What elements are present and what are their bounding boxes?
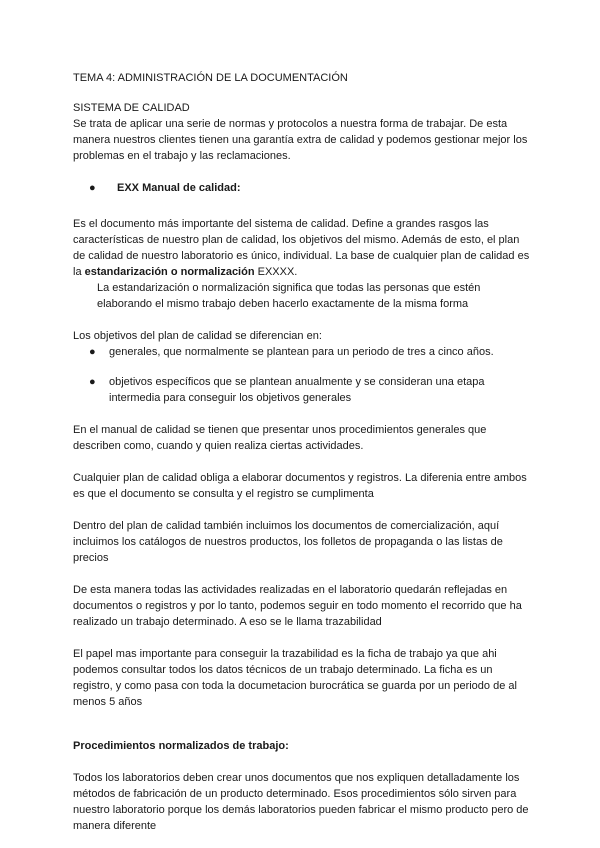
section-heading-procedures <box>73 738 533 754</box>
list-item <box>89 374 533 406</box>
manual-heading: EXX Manual de calidad: <box>117 182 241 194</box>
bullet-icon: ● <box>89 346 96 358</box>
manual-text-end: EXXXX. <box>254 266 298 278</box>
procedures-heading: Procedimientos normalizados de trabajo: <box>73 740 289 752</box>
manual-text-bold: estandarización o normalización <box>84 266 255 278</box>
paragraph-documents-registers: Cualquier plan de calidad obliga a elaborar documentos y registros. La diferenia entre ambos es que el documento se consulta y el registro se cumplimenta <box>73 472 527 500</box>
objective-general: generales, que normalmente se plantean para un periodo de tres a cinco años. <box>109 346 494 358</box>
paragraph-objectives-intro: Los objetivos del plan de calidad se diferencian en: <box>73 330 322 342</box>
paragraph-manual-description <box>73 216 533 280</box>
paragraph-commercial-documents: Dentro del plan de calidad también incluimos los documentos de comercialización, aquí incluimos los catálogos de nuestros productos, los folletos de propaganda o las listas de precios <box>73 520 503 564</box>
paragraph-procedures: Todos los laboratorios deben crear unos documentos que nos expliquen detalladamente los métodos de fabricación de un producto determinado. Esos procedimientos sólo sirven para nuestro laboratorio porque los demás laboratorios pueden fabricar el mismo producto pero de manera diferente <box>73 772 529 832</box>
document-page <box>73 70 533 834</box>
document-title: TEMA 4: ADMINISTRACIÓN DE LA DOCUMENTACIÓN <box>73 72 348 84</box>
paragraph-manual-procedures: En el manual de calidad se tienen que presentar unos procedimientos generales que describen como, cuando y quien realiza ciertas actividades. <box>73 424 487 452</box>
bullet-icon: ● <box>89 182 96 194</box>
objective-specific: objetivos específicos que se plantean anualmente y se consideran una etapa intermedia para conseguir los objetivos generales <box>109 376 485 404</box>
objectives-list <box>89 344 533 406</box>
manual-text-start: Es el documento más importante del sistema de calidad. Define a grandes rasgos las características de nuestro plan de calidad, los objetivos del mismo. Además de esto, el plan de calidad de nuestro laboratorio es único, individual. La base de cualquier plan de calidad es la <box>73 218 530 278</box>
paragraph-work-sheet: El papel mas importante para conseguir la trazabilidad es la ficha de trabajo ya que ahi podemos consultar todos los datos técnicos de un trabajo determinado. La ficha es un registro, y como pasa con toda la documetacion burocrática se guarda por un periodo de al menos 5 años <box>73 648 517 708</box>
list-item <box>89 344 533 360</box>
section-heading-quality-system: SISTEMA DE CALIDAD <box>73 102 190 114</box>
bullet-icon: ● <box>89 376 96 388</box>
paragraph-traceability: De esta manera todas las actividades realizadas en el laboratorio quedarán reflejadas en documentos o registros y por lo tanto, podemos seguir en todo momento el recorrido que ha realizado un trabajo determinado. A eso se le llama trazabilidad <box>73 584 522 628</box>
paragraph-standardization-definition: La estandarización o normalización significa que todas las personas que estén elaborando el mismo trabajo deben hacerlo exactamente de la misma forma <box>97 282 481 310</box>
manual-heading-line <box>89 180 533 196</box>
paragraph-quality-system-intro: Se trata de aplicar una serie de normas y protocolos a nuestra forma de trabajar. De esta manera nuestros clientes tienen una garantía extra de calidad y podemos gestionar mejor los problemas en el trabajo y las reclamaciones. <box>73 118 528 162</box>
